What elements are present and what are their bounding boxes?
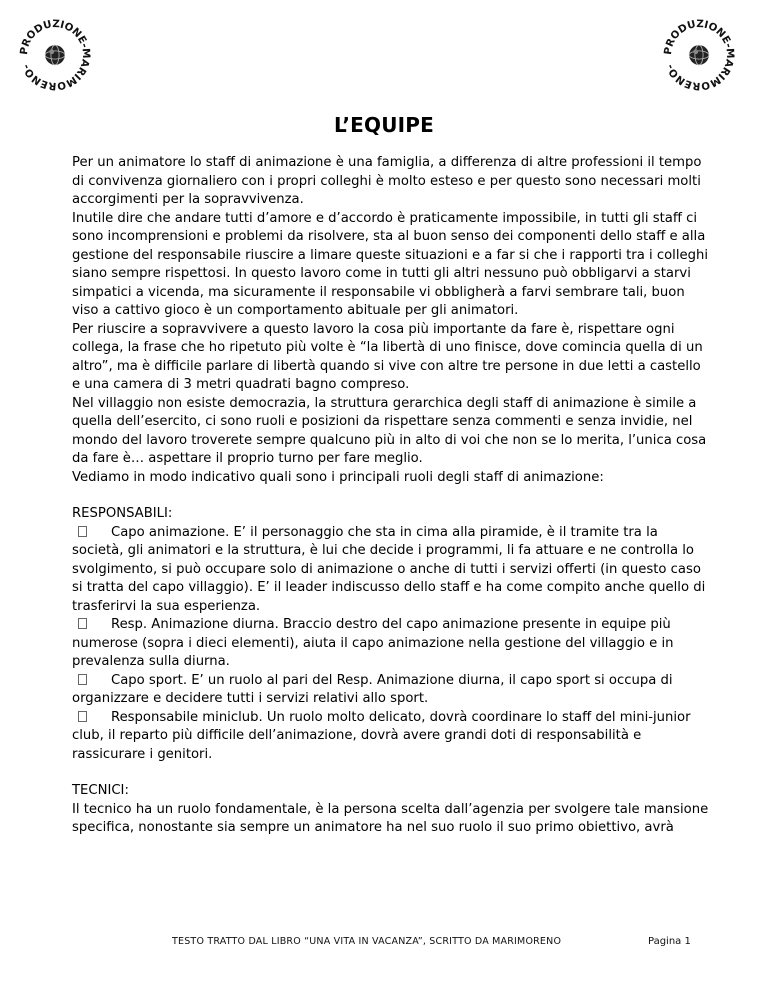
footer-text: TESTO TRATTO DAL LIBRO “UNA VITA IN VACANZA”, SCRITTO DA MARIMORENO [172,936,562,947]
paragraph: Inutile dire che andare tutti d’amore e d’accordo è praticamente impossibile, in tutti gli staff ci sono incomprensioni e problemi da risolvere, sta al buon senso dei componenti dello staff e alla gestione del responsabile riuscire a limare queste situazioni e a far si che i rapporti tra i colleghi siano sempre rispettosi. In questo lavoro come in tutti gli altri nessuno può obbligarvi a starvi simpatici a vicenda, ma sicuramente il responsabile vi obbligherà a farvi sembrare tali, buon viso a cattivo gioco è un comportamento abituale per gli animatori. [72,210,709,318]
list-item: Capo animazione. E’ il personaggio che sta in cima alla piramide, è il tramite tra la società, gli animatori e la struttura, è lui che decide i programmi, li fa attuare e ne controlla lo svolgimento, si può occupare solo di animazione o anche di tutti i servizi offerti (in questo caso si tratta del capo villaggio). E’ il leader indiscusso dello staff e ha come compito anche quello di trasferirvi la sua esperienza. [72,524,706,614]
bullet-box-icon [78,674,87,685]
bullet-box-icon [78,526,87,537]
globe-icon [45,45,65,65]
list-item: Responsabile miniclub. Un ruolo molto delicato, dovrà coordinare lo staff del mini-junior club, il reparto più difficile dell’animazione, dovrà avere grandi doti di responsabilità e rassicurare i genitori. [72,709,691,762]
list-item: Capo sport. E’ un ruolo al pari del Resp. Animazione diurna, il capo sport si occupa di organizzare e decidere tutti i servizi relativi allo sport. [72,672,673,706]
paragraph: Vediamo in modo indicativo quali sono i principali ruoli degli staff di animazione: [72,469,604,485]
paragraph: Per un animatore lo staff di animazione è una famiglia, a differenza di altre professioni il tempo di convivenza giornaliero con i propri colleghi è molto esteso e per questo sono necessari molti accorgimenti per la sopravvivenza. [72,155,702,207]
document-body [72,154,712,838]
list-item: Resp. Animazione diurna. Braccio destro del capo animazione presente in equipe più numerose (sopra i dieci elementi), aiuta il capo animazione nella gestione del villaggio e in prevalenza sulla diurna. [72,617,674,669]
logo-left [14,14,96,96]
section-heading-tecnici: TECNICI: [72,783,129,798]
bullet-box-icon [78,618,87,629]
page-title: L’EQUIPE [333,113,434,137]
logo-ring-text: PRODUZIONE-MARIMORENO- [661,18,737,93]
logo-right [658,14,740,96]
logo-ring-text: PRODUZIONE-MARIMORENO- [17,18,93,93]
bullet-box-icon [78,711,87,722]
paragraph: Per riuscire a sopravvivere a questo lavoro la cosa più importante da fare è, rispettare ogni collega, la frase che ho ripetuto più volte è “la libertà di uno finisce, dove comincia quella di un altro”, ma è difficile parlare di libertà quando si vive con altre tre persone in due letti a castello e una camera di 3 metri quadrati bagno compreso. [72,321,703,392]
paragraph: Il tecnico ha un ruolo fondamentale, è la persona scelta dall’agenzia per svolgere tale mansione specifica, nonostante sia sempre un animatore ha nel suo ruolo il suo primo obiettivo, avrà [72,801,709,835]
globe-icon [689,45,709,65]
section-heading-responsabili: RESPONSABILI: [72,506,173,521]
page-number: Pagina 1 [648,936,691,947]
paragraph: Nel villaggio non esiste democrazia, la struttura gerarchica degli staff di animazione è simile a quella dell’esercito, ci sono ruoli e posizioni da rispettare senza commenti e senza invidie, nel mondo del lavoro troverete sempre qualcuno più in alto di voi che non se lo merita, l’unica cosa da fare è… aspettare il proprio turno per fare meglio. [72,395,707,466]
